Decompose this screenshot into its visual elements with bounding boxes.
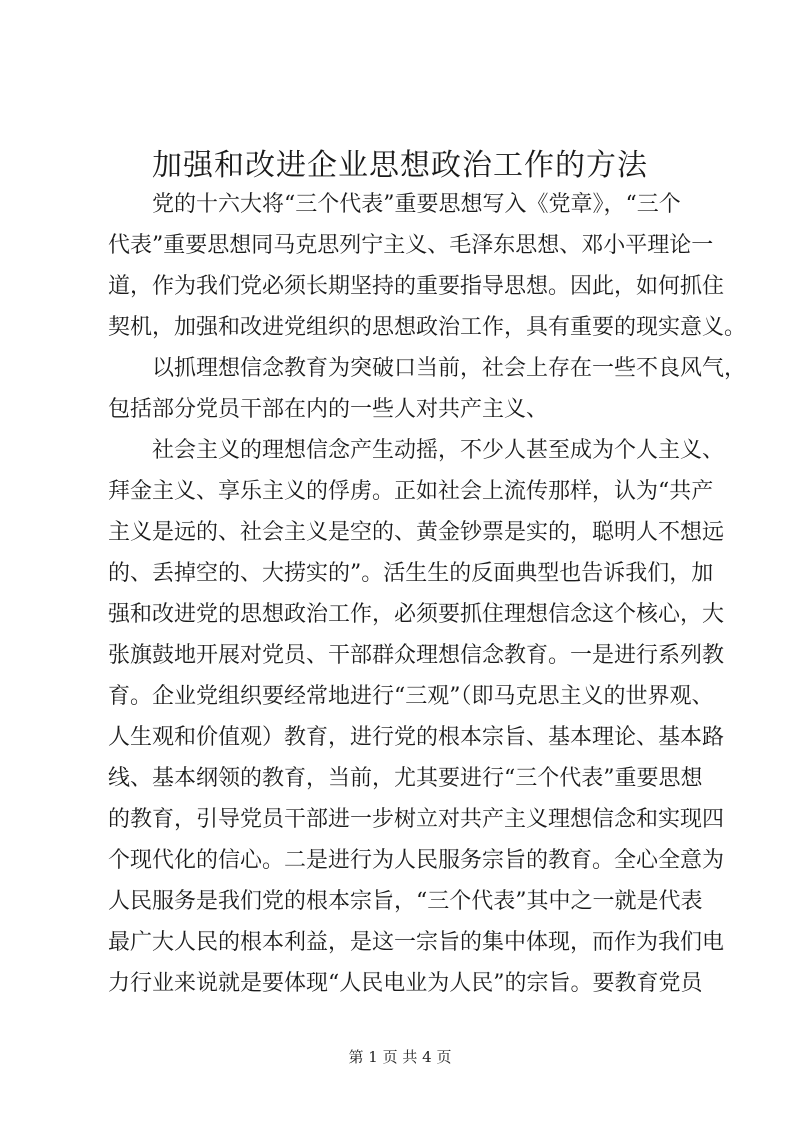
page-number-footer: 第 1 页 共 4 页 (348, 1048, 452, 1066)
body-line: 的教育，引导党员干部进一步树立对共产主义理想信念和实现四 (108, 807, 725, 832)
body-line: 最广大人民的根本利益，是这一宗旨的集中体现，而作为我们电 (108, 930, 725, 955)
body-line: 道，作为我们党必须长期坚持的重要指导思想。因此，如何抓住 (108, 274, 725, 299)
body-line: 党的十六大将“三个代表”重要思想写入《党章》，“三个 (108, 192, 681, 217)
body-line: 强和改进党的思想政治工作，必须要抓住理想信念这个核心，大 (108, 602, 725, 627)
body-line: 张旗鼓地开展对党员、干部群众理想信念教育。一是进行系列教 (108, 643, 725, 668)
body-line: 包括部分党员干部在内的一些人对共产主义、 (108, 397, 549, 422)
body-line: 个现代化的信心。二是进行为人民服务宗旨的教育。全心全意为 (108, 848, 725, 873)
body-line: 育。企业党组织要经常地进行“三观”（即马克思主义的世界观、 (108, 684, 714, 709)
body-line: 主义是远的、社会主义是空的、黄金钞票是实的，聪明人不想远 (108, 520, 725, 545)
body-line: 线、基本纲领的教育，当前，尤其要进行“三个代表”重要思想 (108, 766, 703, 791)
body-line: 人生观和价值观）教育，进行党的根本宗旨、基本理论、基本路 (108, 725, 725, 750)
body-line: 社会主义的理想信念产生动摇，不少人甚至成为个人主义、 (108, 438, 725, 463)
body-line: 契机，加强和改进党组织的思想政治工作，具有重要的现实意义。 (108, 315, 747, 340)
body-line: 以抓理想信念教育为突破口当前，社会上存在一些不良风气， (108, 356, 747, 381)
body-line: 的、丢掉空的、大捞实的”。活生生的反面典型也告诉我们，加 (108, 561, 714, 586)
body-line: 力行业来说就是要体现“人民电业为人民”的宗旨。要教育党员 (108, 971, 703, 996)
document-title: 加强和改进企业思想政治工作的方法 (152, 148, 648, 183)
body-line: 代表”重要思想同马克思列宁主义、毛泽东思想、邓小平理论一 (108, 233, 714, 258)
body-line: 拜金主义、享乐主义的俘虏。正如社会上流传那样，认为“共产 (108, 479, 714, 504)
body-line: 人民服务是我们党的根本宗旨，“三个代表”其中之一就是代表 (108, 889, 703, 914)
